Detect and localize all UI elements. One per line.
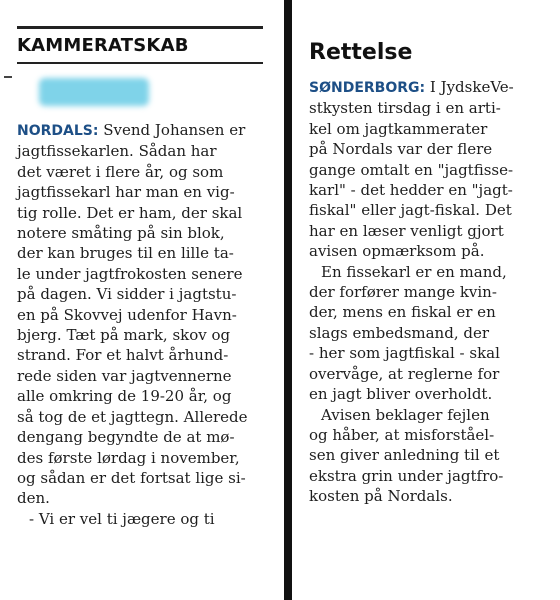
body-line: og håber, at misforståel- bbox=[309, 425, 495, 444]
kammeratskab-body bbox=[17, 120, 276, 529]
body-line: jagtfissekarl har man en vig- bbox=[17, 183, 235, 202]
body-line-1: SØNDERBORG: I JydskeVe- bbox=[309, 78, 514, 96]
body-line: fiskal" eller jagt-fiskal. Det bbox=[309, 201, 512, 220]
body-line: sen giver anledning til et bbox=[309, 446, 500, 465]
body-line: gange omtalt en "jagtfisse- bbox=[309, 160, 514, 179]
body-line: tig rolle. Det er ham, der skal bbox=[17, 203, 243, 222]
body-line: der forfører mange kvin- bbox=[309, 283, 497, 302]
column-divider bbox=[284, 0, 292, 600]
body-line: En fissekarl er en mand, bbox=[321, 262, 507, 281]
body-line: notere småting på sin blok, bbox=[17, 224, 225, 243]
body-line: - Vi er vel ti jægere og ti bbox=[29, 509, 215, 528]
body-line-1: NORDALS: Svend Johansen er bbox=[17, 121, 246, 139]
body-line: kel om jagtkammerater bbox=[309, 119, 488, 138]
body-line: jagtfissekarlen. Sådan har bbox=[17, 142, 217, 161]
body-line: bjerg. Tæt på mark, skov og bbox=[17, 326, 231, 345]
kammeratskab-headline: KAMMERATSKAB bbox=[17, 35, 263, 64]
sonderborg-dateline: SØNDERBORG: bbox=[309, 80, 426, 96]
body-line: der kan bruges til en lille ta- bbox=[17, 244, 234, 263]
rettelse-body bbox=[309, 77, 552, 507]
body-line: det været i flere år, og som bbox=[17, 162, 224, 181]
body-line: der, mens en fiskal er en bbox=[309, 303, 496, 322]
rettelse-article bbox=[292, 0, 560, 600]
body-line: avisen opmærksom på. bbox=[309, 242, 485, 261]
body-line: ekstra grin under jagtfro- bbox=[309, 466, 504, 485]
nordals-dateline: NORDALS: bbox=[17, 123, 99, 139]
body-line: har en læser venligt gjort bbox=[309, 221, 504, 240]
body-line: og sådan er det fortsat lige si- bbox=[17, 468, 246, 487]
body-line: karl" - det hedder en "jagt- bbox=[309, 181, 513, 200]
body-line: på dagen. Vi sidder i jagtstu- bbox=[17, 285, 237, 304]
body-line: des første lørdag i november, bbox=[17, 448, 240, 467]
body-line: rede siden var jagtvennerne bbox=[17, 366, 232, 385]
rettelse-headline: Rettelse bbox=[309, 40, 413, 65]
body-line: kosten på Nordals. bbox=[309, 487, 453, 506]
body-line: den. bbox=[17, 489, 50, 508]
body-line: stkysten tirsdag i en arti- bbox=[309, 99, 501, 118]
body-line: dengang begyndte de at mø- bbox=[17, 428, 235, 447]
body-line: slags embedsmand, der bbox=[309, 323, 489, 342]
body-line: strand. For et halvt århund- bbox=[17, 346, 229, 365]
blurred-byline bbox=[39, 78, 149, 106]
top-rule bbox=[17, 26, 263, 29]
body-line: overvåge, at reglerne for bbox=[309, 364, 500, 383]
body-line: en jagt bliver overholdt. bbox=[309, 385, 493, 404]
body-line: - her som jagtfiskal - skal bbox=[309, 344, 500, 363]
body-line: en på Skovvej udenfor Havn- bbox=[17, 305, 237, 324]
margin-mark bbox=[4, 76, 12, 78]
body-line: Avisen beklager fejlen bbox=[321, 405, 490, 424]
body-line: le under jagtfrokosten senere bbox=[17, 264, 243, 283]
body-line: på Nordals var der flere bbox=[309, 140, 493, 159]
body-line: så tog de et jagttegn. Allerede bbox=[17, 407, 248, 426]
body-line: alle omkring de 19-20 år, og bbox=[17, 387, 232, 406]
